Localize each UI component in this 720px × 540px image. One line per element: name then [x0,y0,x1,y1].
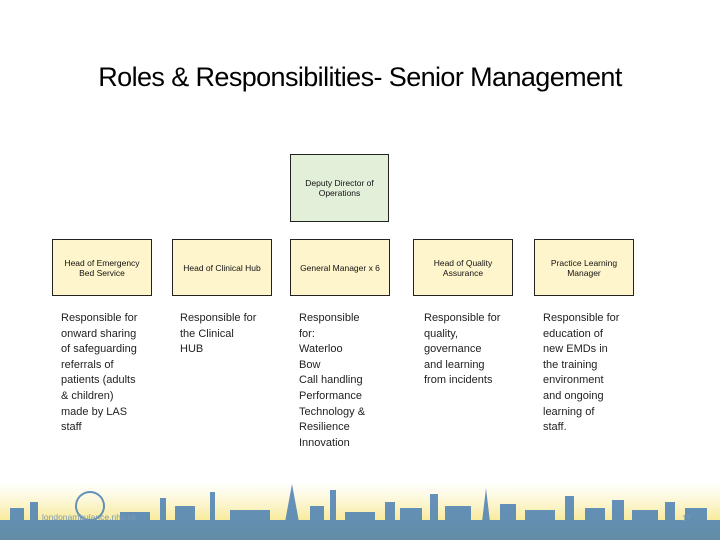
responsibility-text-general-manager: Responsible for: Waterloo Bow Call handling Performance Technology & Resilience Innovation [299,312,366,449]
responsibility-text-clinical-hub: Responsible for the Clinical HUB [180,312,257,356]
responsibility-text-quality-assurance: Responsible for quality, governance and learning from incidents [424,312,501,387]
role-box-quality-assurance [413,239,513,296]
slide-number: 17 [682,514,691,523]
role-label: Head of Quality Assurance [433,257,493,278]
london-skyline-illustration [0,462,720,540]
role-box-practice-learning [534,239,634,296]
role-label: Practice Learning Manager [550,257,618,278]
role-box-clinical-hub [172,239,272,296]
responsibility-text-emergency-bed: Responsible for onward sharing of safeguarding referrals of patients (adults & children) made by LAS staff [61,312,138,434]
responsibility-text-practice-learning: Responsible for education of new EMDs in the training environment and ongoing learning of staff. [543,312,620,434]
footer-url: londonambulance.nhs.uk [42,512,137,522]
role-label: General Manager x 6 [300,262,380,273]
role-box-emergency-bed [52,239,152,296]
role-box-general-manager [290,239,390,296]
deputy-director-label: Deputy Director of Operations [305,178,374,198]
deputy-director-box [290,154,389,222]
role-label: Head of Clinical Hub [183,262,261,273]
role-label: Head of Emergency Bed Service [64,257,140,278]
slide-title: Roles & Responsibilities- Senior Management [98,62,622,92]
